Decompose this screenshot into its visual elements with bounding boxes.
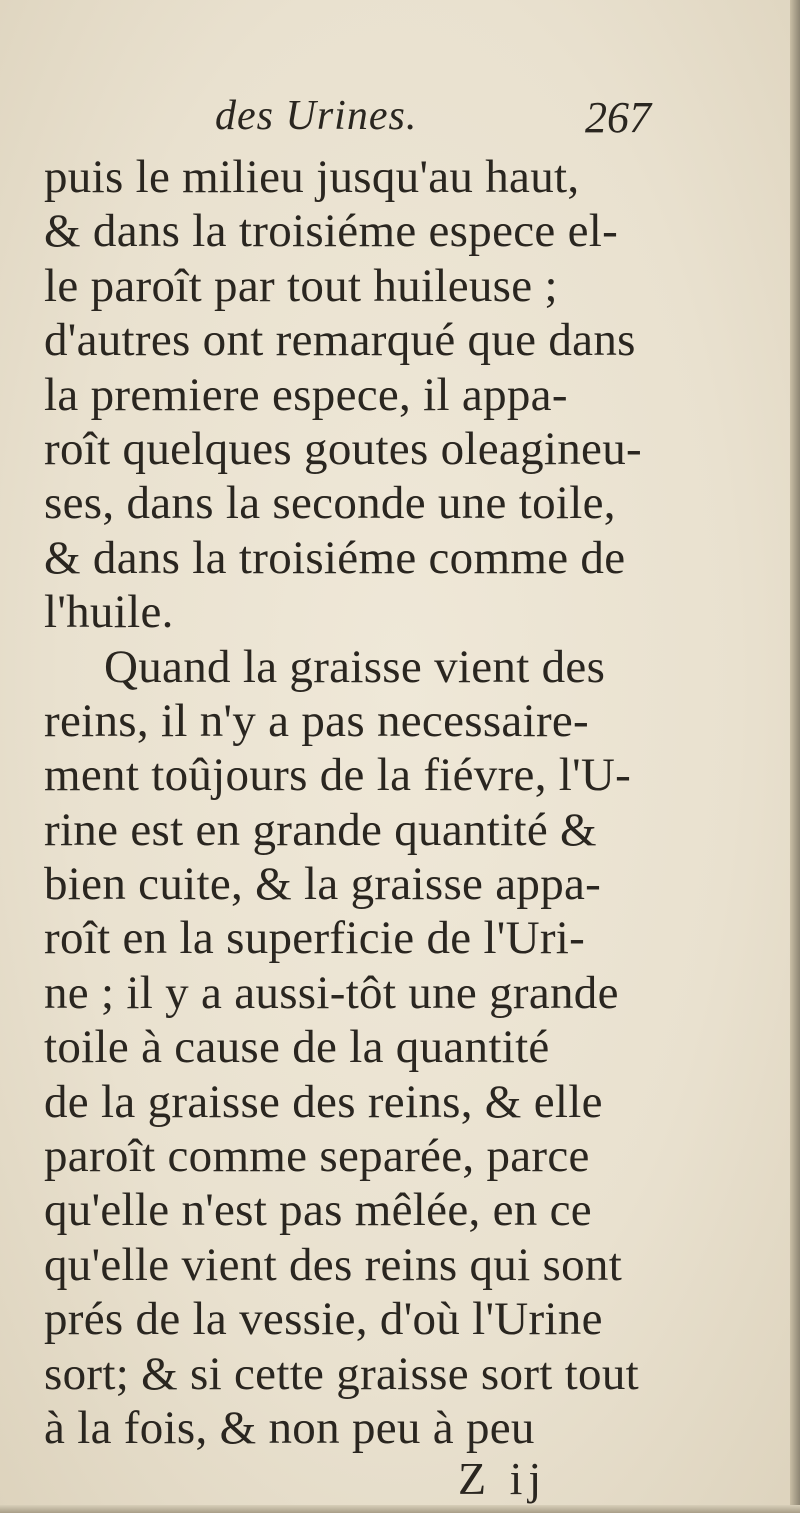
running-title: des Urines. <box>215 93 418 139</box>
page-edge-bottom <box>0 1505 800 1513</box>
text-line: ses, dans la seconde une toile, <box>44 477 616 530</box>
text-line: puis le milieu jusqu'au haut, <box>44 151 580 203</box>
text-line: d'autres ont remarqué que dans <box>44 314 636 367</box>
text-line: reins, il n'y a pas necessaire- <box>44 694 590 747</box>
text-line: ne ; il y a aussi-tôt une grande <box>44 966 619 1019</box>
text-line: qu'elle vient des reins qui sont <box>44 1238 623 1291</box>
text-line: prés de la vessie, d'où l'Urine <box>44 1293 603 1346</box>
text-line: roît en la superficie de l'Uri- <box>44 912 586 965</box>
text-line: qu'elle n'est pas mêlée, en ce <box>44 1184 592 1237</box>
text-line: à la fois, & non peu à peu <box>44 1401 535 1454</box>
body-text <box>44 150 684 1455</box>
text-line: rine est en grande quantité & <box>44 803 597 856</box>
text-line: toile à cause de la quantité <box>44 1021 550 1074</box>
text-line: la premiere espece, il appa- <box>44 368 568 421</box>
text-line: le paroît par tout huileuse ; <box>44 259 558 312</box>
text-line: ment toûjours de la fiévre, l'U- <box>44 749 632 802</box>
text-line: bien cuite, & la graisse appa- <box>44 858 602 911</box>
paragraph-start-line: Quand la graisse vient des <box>104 640 606 693</box>
signature-mark: Z ij <box>458 1453 548 1504</box>
text-line: l'huile. <box>44 586 174 639</box>
text-line: de la graisse des reins, & elle <box>44 1075 603 1128</box>
page-edge-right <box>790 0 800 1513</box>
text-line: sort; & si cette graisse sort tout <box>44 1347 639 1400</box>
text-line: paroît comme separée, parce <box>44 1130 590 1183</box>
text-line: roît quelques goutes oleagineu- <box>44 422 642 475</box>
text-line: & dans la troisiéme comme de <box>44 531 626 584</box>
page-number: 267 <box>585 93 651 142</box>
text-line: & dans la troisiéme espece el- <box>44 205 619 258</box>
